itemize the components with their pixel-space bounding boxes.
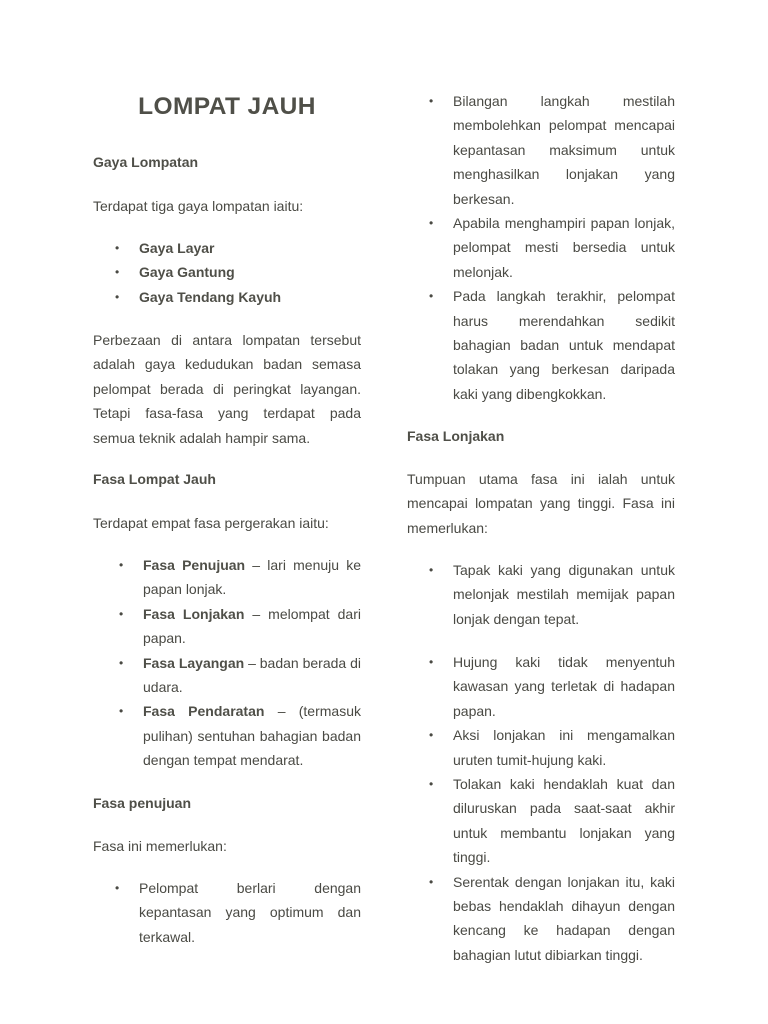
- list-item: • Tapak kaki yang digunakan untuk melonjak mestilah memijak papan lonjak dengan tepat.: [453, 558, 675, 631]
- para-fasa-intro: Terdapat empat fasa pergerakan iaitu:: [93, 515, 329, 531]
- list-item: • Serentak dengan lonjakan itu, kaki bebas hendaklah dihayun dengan kencang ke hadapan dengan bahagian lutut dibiarkan tinggi.: [453, 870, 675, 968]
- list-item: • Aksi lonjakan ini mengamalkan uruten tumit-hujung kaki.: [453, 723, 675, 772]
- para-perbezaan: Perbezaan di antara lompatan tersebut adalah gaya kedudukan badan semasa pelompat berada di peringkat layangan. Tetapi fasa-fasa yang terdapat pada semua teknik adalah hampir sama.: [93, 332, 361, 446]
- list-lonjakan-a: [429, 558, 675, 631]
- bullet-icon: •: [429, 874, 434, 889]
- list-gaya: [115, 236, 361, 309]
- para-gaya-intro: Terdapat tiga gaya lompatan iaitu:: [93, 198, 304, 214]
- bullet-icon: •: [429, 777, 434, 792]
- bullet-icon: •: [119, 655, 124, 670]
- list-item: • Gaya Gantung: [139, 260, 361, 284]
- list-penujuan: [115, 876, 361, 949]
- heading-fasa-lompat-jauh: Fasa Lompat Jauh: [93, 471, 216, 487]
- list-item: • Pelompat berlari dengan kepantasan yang optimum dan terkawal.: [139, 876, 361, 949]
- list-item: • Fasa Pendaratan – (termasuk pulihan) sentuhan bahagian badan dengan tempat mendarat.: [143, 699, 361, 772]
- bullet-icon: •: [115, 881, 120, 895]
- para-lonjakan-intro: Tumpuan utama fasa ini ialah untuk mencapai lompatan yang tinggi. Fasa ini memerlukan:: [407, 471, 675, 536]
- list-item: • Hujung kaki tidak menyentuh kawasan yang terletak di hadapan papan.: [453, 650, 675, 723]
- list-item: • Apabila menghampiri papan lonjak, pelompat mesti bersedia untuk melonjak.: [453, 211, 675, 284]
- bullet-icon: •: [115, 265, 120, 280]
- list-item: • Bilangan langkah mestilah membolehkan pelompat mencapai kepantasan maksimum untuk menghasilkan lonjakan yang berkesan.: [453, 89, 675, 211]
- list-item: • Tolakan kaki hendaklah kuat dan diluruskan pada saat-saat akhir untuk membantu lonjakan yang tinggi.: [453, 772, 675, 870]
- bullet-icon: •: [429, 563, 434, 577]
- page-title: LOMPAT JAUH: [138, 93, 316, 120]
- bullet-icon: •: [429, 94, 434, 108]
- bullet-icon: •: [429, 655, 434, 669]
- list-item: • Pada langkah terakhir, pelompat harus merendahkan sedikit bahagian badan untuk mendapat tolakan yang berkesan daripada kaki yang dibengkokkan.: [453, 284, 675, 406]
- bullet-icon: •: [119, 558, 124, 572]
- list-lonjakan-b: [429, 650, 675, 967]
- list-item: • Fasa Lonjakan – melompat dari papan.: [143, 602, 361, 651]
- para-penujuan-intro: Fasa ini memerlukan:: [93, 838, 227, 854]
- list-item: • Fasa Layangan – badan berada di udara.: [143, 651, 361, 700]
- bullet-icon: •: [115, 289, 120, 304]
- bullet-icon: •: [115, 241, 120, 255]
- list-fasa: [119, 553, 362, 773]
- bullet-icon: •: [429, 728, 434, 743]
- bullet-icon: •: [429, 289, 434, 304]
- list-item: • Gaya Tendang Kayuh: [139, 285, 361, 309]
- list-item: • Fasa Penujuan – lari menuju ke papan lonjak.: [143, 553, 361, 602]
- bullet-icon: •: [119, 606, 124, 621]
- list-item: • Gaya Layar: [139, 236, 361, 260]
- heading-gaya-lompatan: Gaya Lompatan: [93, 154, 199, 170]
- list-penujuan-cont: [429, 89, 675, 406]
- bullet-icon: •: [119, 704, 124, 719]
- heading-fasa-lonjakan: Fasa Lonjakan: [407, 428, 505, 444]
- heading-fasa-penujuan: Fasa penujuan: [93, 795, 192, 811]
- bullet-icon: •: [429, 216, 434, 231]
